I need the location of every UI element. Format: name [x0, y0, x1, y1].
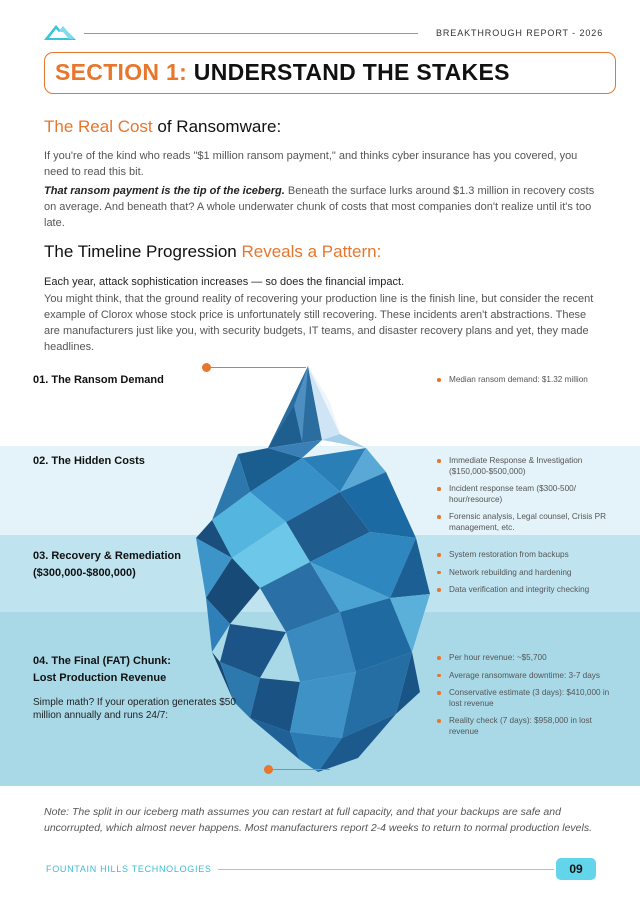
- mountain-logo-icon: [44, 22, 76, 42]
- real-cost-heading-accent: The Real Cost: [44, 117, 153, 136]
- header-divider: [84, 33, 418, 34]
- stage-4-bullet: Average ransomware downtime: 3-7 days: [436, 671, 622, 682]
- stage-4-bullets: [436, 653, 622, 744]
- stage-3-title: [33, 548, 181, 582]
- stage-3-bullet: Data verification and integrity checking: [436, 585, 622, 596]
- stage-2-bullets: [436, 456, 622, 540]
- section-prefix: SECTION 1:: [55, 59, 188, 85]
- stage-1-pointer-line: [210, 367, 306, 368]
- stage-2-bullet: Incident response team ($300-500/ hour/resource): [436, 484, 622, 505]
- timeline-heading: [44, 242, 381, 262]
- real-cost-paragraph-1: If you're of the kind who reads "$1 million ransom payment," and thinks cyber insurance has you covered, you need to read this bit.: [44, 150, 578, 178]
- footer-company: FOUNTAIN HILLS TECHNOLOGIES: [46, 864, 212, 874]
- real-cost-paragraph-2-rest: Beneath the surface lurks around $1.3 million in recovery costs on average. And beneath that? A whole underwater chunk of costs that most companies don't realize until it's too late.: [44, 185, 595, 229]
- stage-1-title: 01. The Ransom Demand: [33, 374, 164, 386]
- stage-2-title: 02. The Hidden Costs: [33, 455, 145, 467]
- real-cost-emphasis: That ransom payment is the tip of the iceberg.: [44, 185, 285, 197]
- stage-3-bullets: [436, 550, 622, 603]
- stage-2-bullet: Forensic analysis, Legal counsel, Crisis PR management, etc.: [436, 512, 622, 533]
- stage-4-bullet: Per hour revenue: ~$5,700: [436, 653, 622, 664]
- real-cost-heading-rest: of Ransomware:: [152, 117, 282, 136]
- stage-4-title: [33, 653, 171, 687]
- stage-4-title-line-1: 04. The Final (FAT) Chunk:: [33, 655, 171, 667]
- real-cost-heading: [44, 117, 281, 137]
- stage-2-bullet: Immediate Response & Investigation ($150,000-$500,000): [436, 456, 622, 477]
- stage-4-title-line-2: Lost Production Revenue: [33, 672, 167, 684]
- footnote: Note: The split in our iceberg math assumes you can restart at full capacity, and that your backups are safe and uncorrupted, which almost never happens. Most manufacturers report 2-4 weeks to return to normal production levels.: [44, 806, 593, 834]
- stage-4-note: Simple math? If your operation generates $50 million annually and runs 24/7:: [33, 697, 236, 721]
- report-label: BREAKTHROUGH REPORT - 2026: [436, 28, 604, 38]
- stage-3-bullet: Network rebuilding and hardening: [436, 568, 622, 579]
- timeline-lead: Each year, attack sophistication increases — so does the financial impact.: [44, 276, 405, 288]
- stage-3-title-line-2: ($300,000-$800,000): [33, 567, 136, 579]
- footer-divider: [218, 869, 554, 870]
- stage-4-bullet: Conservative estimate (3 days): $410,000 in lost revenue: [436, 688, 622, 709]
- timeline-heading-start: The Timeline Progression: [44, 242, 242, 261]
- page-number-badge: 09: [556, 858, 596, 880]
- section-name: UNDERSTAND THE STAKES: [193, 59, 510, 85]
- stage-1-bullets: [436, 375, 622, 393]
- stage-4-pointer-line: [272, 769, 330, 770]
- stage-3-title-line-1: 03. Recovery & Remediation: [33, 550, 181, 562]
- stage-1-bullet: Median ransom demand: $1.32 million: [436, 375, 622, 386]
- real-cost-paragraph-2: [44, 183, 600, 231]
- section-title: [55, 59, 510, 86]
- stage-4-bullet: Reality check (7 days): $958,000 in lost revenue: [436, 716, 622, 737]
- timeline-paragraph: You might think, that the ground reality of recovering your production line is the finish line, but consider the recent example of Clorox whose stock price is unfortunately still recovering. These incidents aren't abstractions. These are manufacturers just like you, with security budgets, IT teams, and disaster recovery plans and yet, they made headlines.: [44, 293, 594, 353]
- stage-3-bullet: System restoration from backups: [436, 550, 622, 561]
- timeline-heading-accent: Reveals a Pattern:: [241, 242, 382, 261]
